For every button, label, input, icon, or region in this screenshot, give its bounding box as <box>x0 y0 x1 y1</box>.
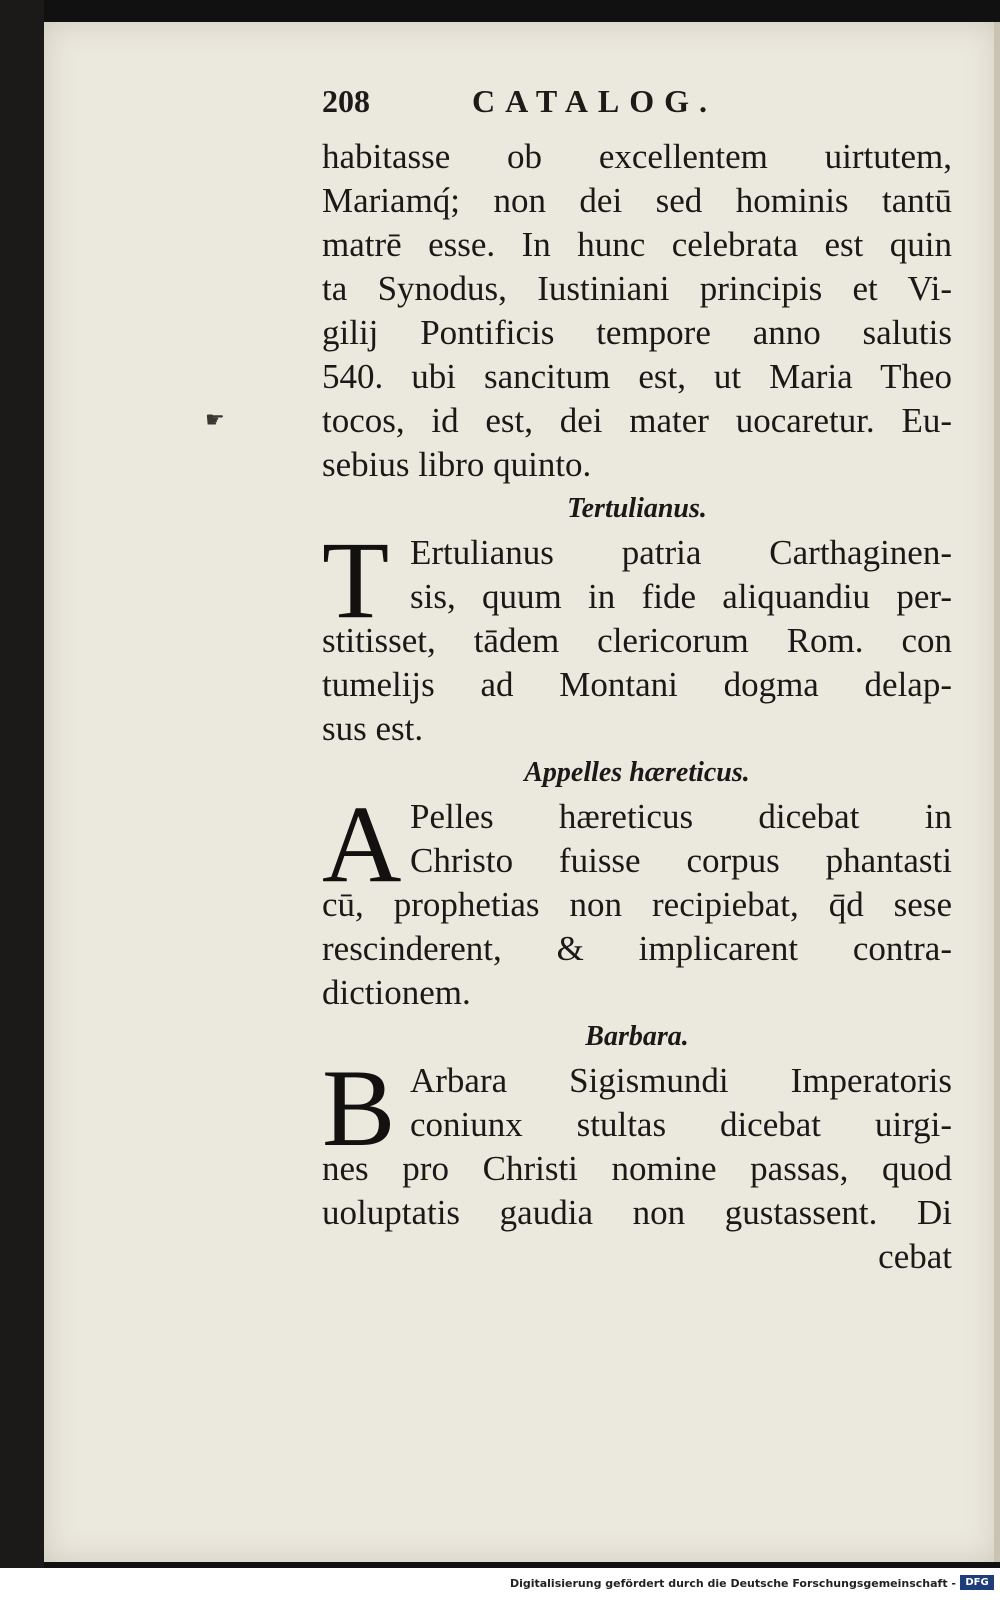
text-line: Pelles hæreticus dicebat in <box>410 797 952 836</box>
manicule-icon: ☛ <box>205 408 225 433</box>
text-line: uoluptatis gaudia non gustassent. Di <box>322 1193 952 1232</box>
text-line: sis, quum in fide aliquandiu per- <box>410 577 952 616</box>
text-line: rescinderent, & implicarent contra- <box>322 929 952 968</box>
text-line: stitisset, tādem clericorum Rom. con <box>322 621 952 660</box>
text-line: Mariamq́; non dei sed hominis tantū <box>322 181 952 220</box>
text-line: coniunx stultas dicebat uirgi- <box>410 1105 952 1144</box>
text-line: matrē esse. In hunc celebrata est quin <box>322 225 952 264</box>
text-line: dictionem. <box>322 973 471 1012</box>
text-line: gilij Pontificis tempore anno salutis <box>322 313 952 352</box>
footer-credit: Digitalisierung gefördert durch die Deutsche Forschungsgemeinschaft - <box>509 1577 956 1590</box>
scan-border-left <box>0 0 44 1600</box>
dfg-logo-icon: DFG <box>960 1575 994 1590</box>
text-line: sus est. <box>322 709 424 748</box>
section-body-barbara <box>322 1047 952 1279</box>
page-number: 208 <box>322 83 370 119</box>
text-line: ta Synodus, Iustiniani principis et Vi- <box>322 269 952 308</box>
drop-cap-initial: A <box>322 783 402 905</box>
drop-cap-initial: T <box>322 519 390 641</box>
digitization-footer <box>0 1568 1000 1600</box>
text-line: Arbara Sigismundi Imperatoris <box>410 1061 952 1100</box>
text-line: Ertulianus patria Carthaginen- <box>410 533 952 572</box>
running-head: CATALOG. <box>472 83 718 119</box>
section-heading-tertulianus: Tertulianus. <box>567 493 707 524</box>
text-line: Christo fuisse corpus phantasti <box>410 841 952 880</box>
text-line: sebius libro quinto. <box>322 445 592 484</box>
text-line: nes pro Christi nomine passas, quod <box>322 1149 952 1188</box>
text-line: cū, prophetias non recipiebat, q̄d sese <box>322 885 952 924</box>
text-line: habitasse ob excellentem uirtutem, <box>322 137 952 176</box>
text-line: 540. ubi sancitum est, ut Maria Theo <box>322 357 952 396</box>
section-body-tertulianus <box>322 519 952 751</box>
section-body-appelles <box>322 783 952 1015</box>
drop-cap-initial: B <box>322 1047 396 1169</box>
text-line: tocos, id est, dei mater uocaretur. Eu- <box>322 401 952 440</box>
section-heading-barbara: Barbara. <box>585 1021 689 1052</box>
text-block <box>322 135 952 1279</box>
text-line: tumelijs ad Montani dogma delap- <box>322 665 952 704</box>
catchword: cebat <box>878 1237 952 1276</box>
section-heading-appelles: Appelles hæreticus. <box>524 757 750 788</box>
page-header <box>322 83 742 127</box>
page-edge <box>994 22 1000 1562</box>
